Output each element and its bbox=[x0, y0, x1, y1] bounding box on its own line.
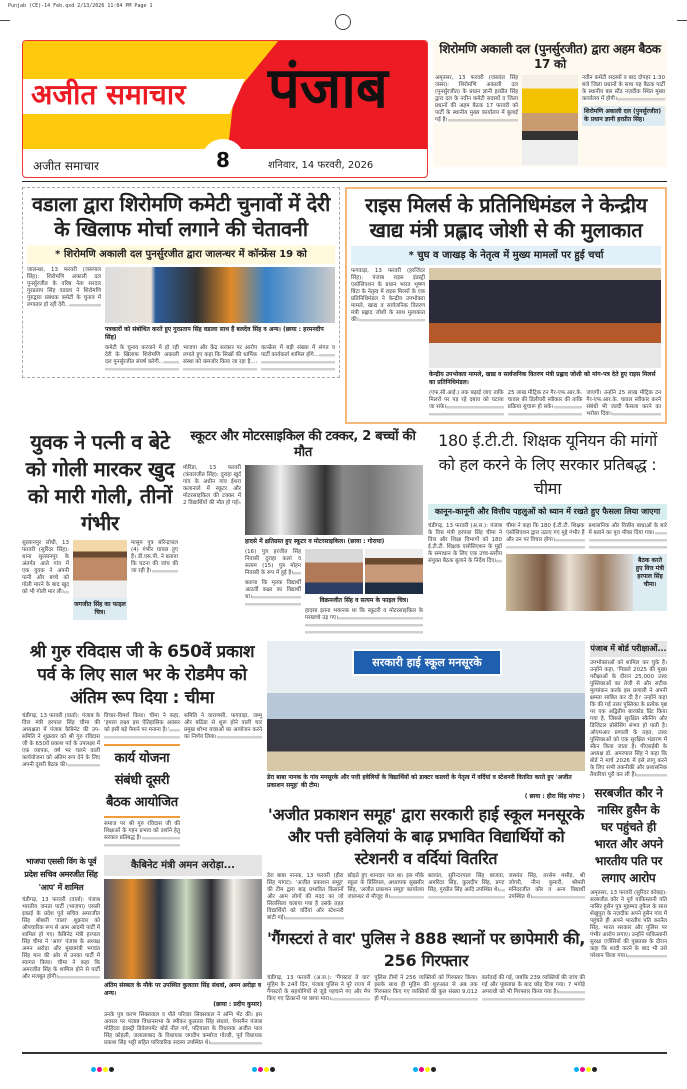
headline: वडाला द्वारा शिरोमणि कमेटी चुनावों में देरी के खिलाफ मोर्चा लगाने की चेतावनी bbox=[32, 192, 330, 241]
headline: पंजाब में बोर्ड परीक्षाओं... bbox=[590, 641, 667, 657]
article-body: अमृतसर, 13 फरवरी (सुरिंदर कोछड़): सरबजीत कौर ने पूर्व पाकिस्तानी पति नासिर हुसैन पुत्र मुहम्मद तुफैल के साथ शेखुपुरा के नज़दीक अपने हुसैन गांव में पहुंचते ही अपने भारतीय पति करनैल सिंह, भारत सरकार और पुलिस पर गंभीर आरोप लगाए। उन्होंने पाकिस्तानी सुरक्षा एजेंसियों की पूछताछ के दौरान कहा कि शादी करने के बाद भी उसे परेशान किया गया। bbox=[590, 889, 667, 959]
article-scooter bbox=[183, 429, 423, 636]
article-body: (एफ.सी.आई.) तक बढ़ाई जाए ताकि मिलरों पर पड़ रहे दबाव को घटाया जा सके। bbox=[429, 390, 504, 418]
headline: शिरोमणि अकाली दल (पुनर्सुरजीत) द्वारा अहम बैठक 17 को bbox=[439, 42, 661, 71]
masthead-left-title: अजीत समाचार bbox=[31, 78, 186, 111]
article-bjp-aap bbox=[22, 855, 100, 981]
headline: 'अजीत प्रकाशन समूह' द्वारा सरकारी हाई स्कूल मनसूरके और पत्ती हवेलियां के बाढ़ प्रभावित विद्यार्थियों को स्टेशनरी व वर्दियां वितरित bbox=[267, 804, 585, 868]
photo-caption: शिरोमणि अकाली दल (पुनर्सुरजीत) के प्रधान ज्ञानी हरप्रीत सिंह। bbox=[582, 106, 665, 126]
article-body: चंडीगढ़, 13 फरवरी (अ.स.): पंजाब के वित्त मंत्री हरपाल सिंह चीमा ने वित्त और शिक्षा विभागों को 180 ई.टी.टी. शिक्षक एसोसिएशन के मुद्दों के समाधान के लिए एक उच्च-स्तरीय संयुक्त बैठक बुलाने के निर्देश दिए। bbox=[428, 523, 502, 565]
photo-credit: (छाया : प्रदीप कुमार) bbox=[213, 1000, 262, 1008]
article-body: चंडीगढ़, 13 फरवरी (अ.स.): 'गैंगस्टरां ते वार' मुहिम के 24वें दिन, पंजाब पुलिस ने पूरे राज्य में गैंगस्टरों के सहयोगियों से जुड़े पहचाने गए और मैप किए गए ठिकानों पर छापा मारा। bbox=[267, 974, 371, 1002]
article-body: उपभोक्ताओं को शामिल कर चुके हैं। उन्होंने कहा, 'पिछले 2025 की मुख्य परीक्षाओं के दौरान 25,000 उत्तर पुस्तिकाओं का तेजी से और सटीक मूल्यांकन करके इस प्रणाली ने अपनी क्षमता साबित कर दी है।' उन्होंने कहा कि की गई उत्तर पुस्तिका के प्रत्येक पृष्ठ पर एक अद्वितीय बारकोड प्रिंट किया गया है, जिससे सुरक्षित स्कैनिंग और डिजिटल प्रोसेसिंग संभव हो पाती है। ओएमआर प्रणाली के तहत, उत्तर पुस्तिकाओं को एक सुरक्षित भंडारण में स्कैन किया जाता है। पीएसईबी के अध्यक्ष डॉ. अमरपाल सिंह ने कहा कि बोर्ड ने मार्च 2026 में इसे लागू करने के लिए सभी तकनीकी और प्रशासनिक तैयारियां पूरी कर ली हैं। bbox=[590, 659, 667, 778]
article-body: कमेटी के चुनाव करवाने में हो रही देरी के खिलाफ शिरोमणि अकाली दल पुनर्सुरजीत संघर्ष करेगी... bbox=[105, 345, 179, 373]
article-body: समिति ने वाराणसी, फगवाड़ा, जम्मू और बठिंडा से शुरू होने वाली चार प्रमुख शोभा यात्राओं का आयोजन करने का निर्णय लिया। bbox=[184, 712, 262, 740]
article-body: प्रशासनिक और वित्तीय बाधाओं के बारे में बताने का पूरा मौका दिया गया। bbox=[589, 523, 668, 551]
issue-date: शनिवार, 14 फरवरी, 2026 bbox=[268, 160, 374, 171]
article-akali-meeting bbox=[433, 40, 667, 167]
headline: 180 ई.टी.टी. शिक्षक यूनियन की मांगों को हल करने के लिए सरकार प्रतिबद्ध : चीमा bbox=[438, 431, 657, 498]
article-body: बलवंत, सुरिन्दरपाल सिंह बाजवा, अमरिंदर सिंह, कुलदीप सिंह, प्रगट सिंह, गुरप्रीत सिंह आदि उपस्थित थे। bbox=[428, 873, 505, 901]
article-ravidas bbox=[22, 641, 262, 849]
color-registration-bar bbox=[413, 1057, 437, 1076]
photo-caption: पत्रकारों को संबोधित करते हुए गुरप्रताप सिंह वडाला साथ हैं बलदेव सिंह व अन्य। (छाया : हरमनदीप सिंह) bbox=[105, 326, 324, 341]
color-registration-bar bbox=[574, 1057, 598, 1076]
color-registration-bar bbox=[91, 1057, 115, 1076]
highlight-box: कार्य योजना संबंधी दूसरी बैठक आयोजित bbox=[104, 744, 180, 818]
color-registration-bars bbox=[22, 1054, 667, 1076]
article-body: डेरा बाबा नानक, 13 फरवरी (हीरा सिंह मांगट): 'अजीत प्रकाशन समूह' की टीम द्वारा बाढ़ प्रभावित किसानों और आम लोगों की मदद का जो सिलसिला चलाया गया है उसके तहत विद्यार्थियों को वर्दियां और स्टेशनरी बांटी गई। bbox=[267, 872, 344, 921]
article-wadala bbox=[22, 187, 340, 378]
funeral-photo bbox=[104, 879, 262, 979]
article-body: जसवंत सिंह, तरसेम मसीह, श्री जोगरी, नीना कुमारी, श्रीमती मनिंदरजीत कौर व अन्य विद्यार्थी उपस्थित थे। bbox=[508, 872, 585, 900]
headline: कैबिनेट मंत्री अमन अरोड़ा... bbox=[104, 855, 262, 876]
subheadline: कानून-कानूनी और वित्तीय पहलुओं को ध्यान में रखते हुए फैसला लिया जाएगा bbox=[428, 504, 667, 520]
article-body: मासूम पुत्र बरिन्द्रपाल (4) गंभीर घायल हुए हैं। डी.एस.पी. ने बताया कि घटना की जांच की जा रही है। bbox=[131, 540, 178, 574]
press-conference-photo bbox=[105, 267, 335, 323]
article-body: अमृतसर, 13 फरवरी (जसवंत सिंह जस्स): शिरोमणि अकाली दल (पुनर्सुरजीत) के प्रधान ज्ञानी हरप्रीत सिंह द्वारा दल के नवीन कमेटी सदस्यों व जिला प्रधानों की अहम बैठक 17 फरवरी को पार्टी के स्थानीय मुख्य कार्यालय में बुलाई गई है। bbox=[435, 75, 518, 123]
photo-caption: अंतिम संस्कार के मौके पर उपस्थित कुलतार सिंह संधवां, अमन अरोड़ा व अन्य। bbox=[104, 981, 262, 997]
subheadline: * चुघ व जाखड़ के नेतृत्व में मुख्य मामलों पर हुई चर्चा bbox=[351, 246, 661, 265]
article-body: 25 लाख मीट्रिक टन गैर-एफ.आर.के. चावल की डिलीवरी स्वीकार की ताकि प्रक्रिया सुचारू हो सके। bbox=[508, 390, 583, 418]
article-body: पुलिस टीमों ने 256 व्यक्तियों को गिरफ्तार किया। इसके साथ ही मुहिम की शुरुआत से अब तक गिरफ्तार किए गए व्यक्तियों की कुल संख्या 9,012 हो गई। bbox=[374, 974, 478, 1002]
meeting-photo bbox=[506, 554, 633, 611]
headline: 'गैंगस्टरां ते वार' पुलिस ने 888 स्थानों पर छापेमारी की, 256 गिरफ्तार bbox=[267, 928, 585, 970]
article-youth-shot bbox=[22, 429, 178, 620]
article-body: उनके पुत्र करण सिक्सवाल व पौते परिवार सिक्सवाल ने अग्नि भेंट की। इस अवसर पर पंजाब विधानसभा के स्पीकर कुलतार सिंह संधवां, चेयरमैन पंजाब मोहिंदरा इंडस्ट्री डिवेलपमेंट बोर्ड नील गर्ग, पटियाला के विधायक अजीत पाल सिंह कोहली, जलालाबाद के विधायक जगदीप कम्बोज गोल्डी, पूर्व विधायक प्रकाश सिंह भट्टी सहित पारिवारिक सदस्य उपस्थित थे। bbox=[104, 1011, 262, 1046]
child-photo bbox=[365, 549, 423, 594]
portrait-photo bbox=[522, 75, 578, 165]
article-school bbox=[267, 641, 585, 922]
article-body: जालन्धर, 13 फरवरी (जसपाल सिंह): शिरोमणि अकाली दल पुनर्सुरजीत के वरिष्ठ नेता सरदार गुरप्रताप सिंह वडाला ने शिरोमणि गुरुद्वारा प्रबंधक कमेटी के चुनाव में लगातार हो रही देरी... bbox=[27, 267, 101, 308]
article-gangster bbox=[267, 928, 585, 1003]
school-sign: सरकारी हाई स्कूल मनसूरके bbox=[352, 649, 502, 676]
article-body: (16) पुत्र हरजीत सिंह निवासी दुराहा कलां व सत्यम (15) पुत्र मोहन निवासी के रूप में हुई है। bbox=[245, 548, 301, 576]
article-body: कान्फ्रेंस में बड़ी संख्या में संगत व पार्टी कार्यकर्ता शामिल होंगे... bbox=[261, 345, 335, 373]
photo-caption: केन्द्रीय उपभोक्ता मामले, खाद्य व सार्वजनिक वितरण मंत्री प्रह्लाद जोशी को मांग-पत्र देते हुए राइस मिलर्स का प्रतिनिधिमंडल। bbox=[429, 371, 656, 386]
photo-credit: ( छाया : हीरा सिंह मांगट ) bbox=[524, 792, 585, 800]
article-ett-union bbox=[428, 429, 667, 611]
article-body: बताया कि मृतक विद्यार्थी आठवीं कक्षा का विद्यार्थी था। bbox=[245, 580, 301, 608]
headline: भाजपा एससी विंग के पूर्व प्रदेश सचिव अमरजीत सिंह 'आप' में शामिल bbox=[24, 856, 98, 892]
headline: युवक ने पत्नी व बेटे को गोली मारकर खुद को मारी गोली, तीनों गंभीर bbox=[25, 430, 175, 535]
photo-caption: जगजीत सिंह का फाइल चित्र। bbox=[73, 598, 127, 620]
article-board-exams bbox=[590, 641, 667, 779]
delegation-photo bbox=[429, 268, 661, 368]
accident-photo bbox=[245, 465, 423, 535]
article-body: समाज पर श्री गुरु रविदास जी की शिक्षाओं के गहन प्रभाव को दर्शाने हेतु सरकार प्रतिबद्ध है। bbox=[104, 821, 180, 849]
photo-caption: हादसे में क्षतिग्रस्त हुए स्कूटर व मोटरसाइकिल। (छाया : गोराया) bbox=[245, 537, 385, 545]
school-photo bbox=[267, 641, 585, 771]
article-body: जाएगी। उन्होंने 25 लाख मीट्रिक टन गैर-एफ.आर.के. चावल स्वीकार करने संबंधी भी जल्दी फैसला करने का भरोसा दिया। bbox=[586, 390, 662, 417]
article-body: फगवाड़ा, 13 फरवरी (हरजिंदर सिंह): पंजाब राइस इंडस्ट्री एसोसिएशन के प्रधान भारत भूषण बिंटा के नेतृत्व में राइस मिलरों के एक प्रतिनिधिमंडल ने केन्द्रीय उपभोक्ता मामले, खाद्य व सार्वजनिक वितरण मंत्री प्रह्लाद जोशी के साथ मुलाकात की। bbox=[351, 268, 425, 323]
article-rice-millers bbox=[345, 187, 667, 424]
article-sarabjit bbox=[590, 785, 667, 960]
article-body: चंडीगढ़, 13 फरवरी (वार्ता): पंजाब के वित्त मंत्री हरपाल सिंह चीमा की अध्यक्षता में पंजाब कैबिनेट की उप-समिति ने शुक्रवार को श्री गुरु रविदास जी के 650वें प्रकाश पर्व के उपलक्ष्य में एक व्यापक, वर्ष भर चलने वाली कार्ययोजना को अंतिम रूप देने के लिए अपनी दूसरी बैठक की। bbox=[22, 712, 100, 768]
headline: सरबजीत कौर ने नासिर हुसैन के घर पहुंचते ही भारत और अपने भारतीय पति पर लगाए आरोप bbox=[594, 785, 663, 885]
headline: राइस मिलर्स के प्रतिनिधिमंडल ने केन्द्रीय खाद्य मंत्री प्रह्लाद जोशी से की मुलाकात bbox=[365, 193, 647, 242]
photo-caption: विक्रमजीत सिंह व सत्यम के फाइल चित्र। bbox=[319, 596, 409, 604]
article-body: चीमा ने कहा कि 180 ई.टी.टी. शिक्षक एसोसिएशन द्वारा उठाए गए मुद्दे गंभीर हैं और उन पर विचार होगा। bbox=[506, 523, 585, 551]
article-body: नवीन कमेटी सदस्यों व बाद दोपहर 1:30 बजे जिला प्रधानों के साथ यह बैठक पार्टी के स्थानीय बस स्टैंड नज़दीक स्थित मुख्य कार्यालय में होगी। bbox=[582, 75, 665, 102]
article-body: भाजपा और केंद्र सरकार पर आरोप लगाते हुए कहा कि सिखों की धार्मिक संस्था को कमजोर किया जा रहा है... bbox=[183, 345, 257, 373]
headline: श्री गुरु रविदास जी के 650वें प्रकाश पर्व के लिए साल भर के रोडमैप को अंतिम रूप दिया : चीमा bbox=[29, 641, 255, 708]
article-body: विचार-विमर्श किया। चीमा ने कहा, 'हमारा लक्ष्य इस ऐतिहासिक अवसर को इसी बड़े पैमाने पर मनाना है।' bbox=[104, 713, 180, 741]
article-body: हादसा इतना भयानक था कि स्कूटरी व मोटरसाइकिल के परखच्चे उड़ गए। bbox=[305, 608, 423, 636]
page-number: 8 bbox=[201, 139, 245, 178]
article-body: सुल्तानपुर लोधी, 13 फरवरी (सुरिंदर सिंह): थाना सुल्तानपुर के अंतर्गत आते गांव में एक युवक ने अपनी पत्नी और बच्चे को गोली मारने के बाद खुद को भी गोली मार ली। bbox=[22, 540, 69, 595]
photo-caption: डेरा बाबा नानक के गांव मनसूरके और पत्ती हवेलियों के विद्यार्थियों को डाक्टर कालरों के नेतृत्व में वर्दियां व स्टेशनरी वितरित करते हुए 'अजीत प्रकाशन समूह' की टीम। bbox=[267, 773, 572, 789]
article-aman-arora bbox=[104, 855, 262, 1047]
article-body: चंडीगढ़, 13 फरवरी (वार्ता): पंजाब भारतीय जनता पार्टी (भाजपा) एससी इकाई के प्रदेश पूर्व सचिव अमरजीत सिंह बोबारी 'वाला' शुक्रवार को औपचारिक रूप से आम आदमी पार्टी में शामिल हो गए। कैबिनेट मंत्री हरपाल सिंह चीमा ने 'आप' पंजाब के अध्यक्ष अमन अरोड़ा और मुख्यमंत्री भगवंत सिंह मान की ओर से उनका पार्टी में स्वागत किया। चीमा ने कहा कि अमरजीत सिंह के शामिल होने से पार्टी और मजबूत होगी। bbox=[22, 896, 100, 980]
article-body: छोड़ते हुए शानदार पल था। इस मौके स्कूल के प्रिंसिपल, अध्यापक सुखबीर सिंह, 'अजीत प्रकाशन समूह' कार्यालय जालन्धर से मौजूद थे। bbox=[347, 872, 424, 900]
article-body: कार्रवाई की गई, जबकि 239 व्यक्तियों की जांच की गई और पूछताछ के बाद छोड़ दिया गया। 7 भगोड़े अपराधी को भी गिरफ्तार किया गया है। bbox=[482, 975, 585, 1003]
photo-caption: बैठक करते हुए वित्त मंत्री हरपाल सिंह चीमा। bbox=[633, 554, 667, 611]
color-registration-bar bbox=[252, 1057, 276, 1076]
headline: स्कूटर और मोटरसाइकिल की टक्कर, 2 बच्चों की मौत bbox=[190, 429, 416, 461]
print-slug: Punjab (CE)-14 Feb.qxd 2/13/2026 11:04 PM Page 1 bbox=[8, 3, 153, 9]
masthead-right-title: पंजाब bbox=[268, 56, 388, 121]
subheadline: * शिरोमणि अकाली दल पुनर्सुरजीत द्वारा जालन्धर में कॉन्फ्रेंस 19 को bbox=[27, 245, 335, 264]
child-photo bbox=[305, 549, 363, 594]
article-body: मोरिंडा, 13 फरवरी (कंवलजीत सिंह): दुराहा खुर्द गांव के अधीन गांव ईशरा कलानाले में स्कूटर और मोटरसाइकिल की टक्कर में 2 विद्यार्थियों की मौत हो गई। bbox=[183, 464, 241, 506]
file-photo bbox=[73, 540, 127, 598]
masthead-footer-title: अजीत समाचार bbox=[33, 159, 99, 173]
masthead bbox=[22, 40, 428, 178]
